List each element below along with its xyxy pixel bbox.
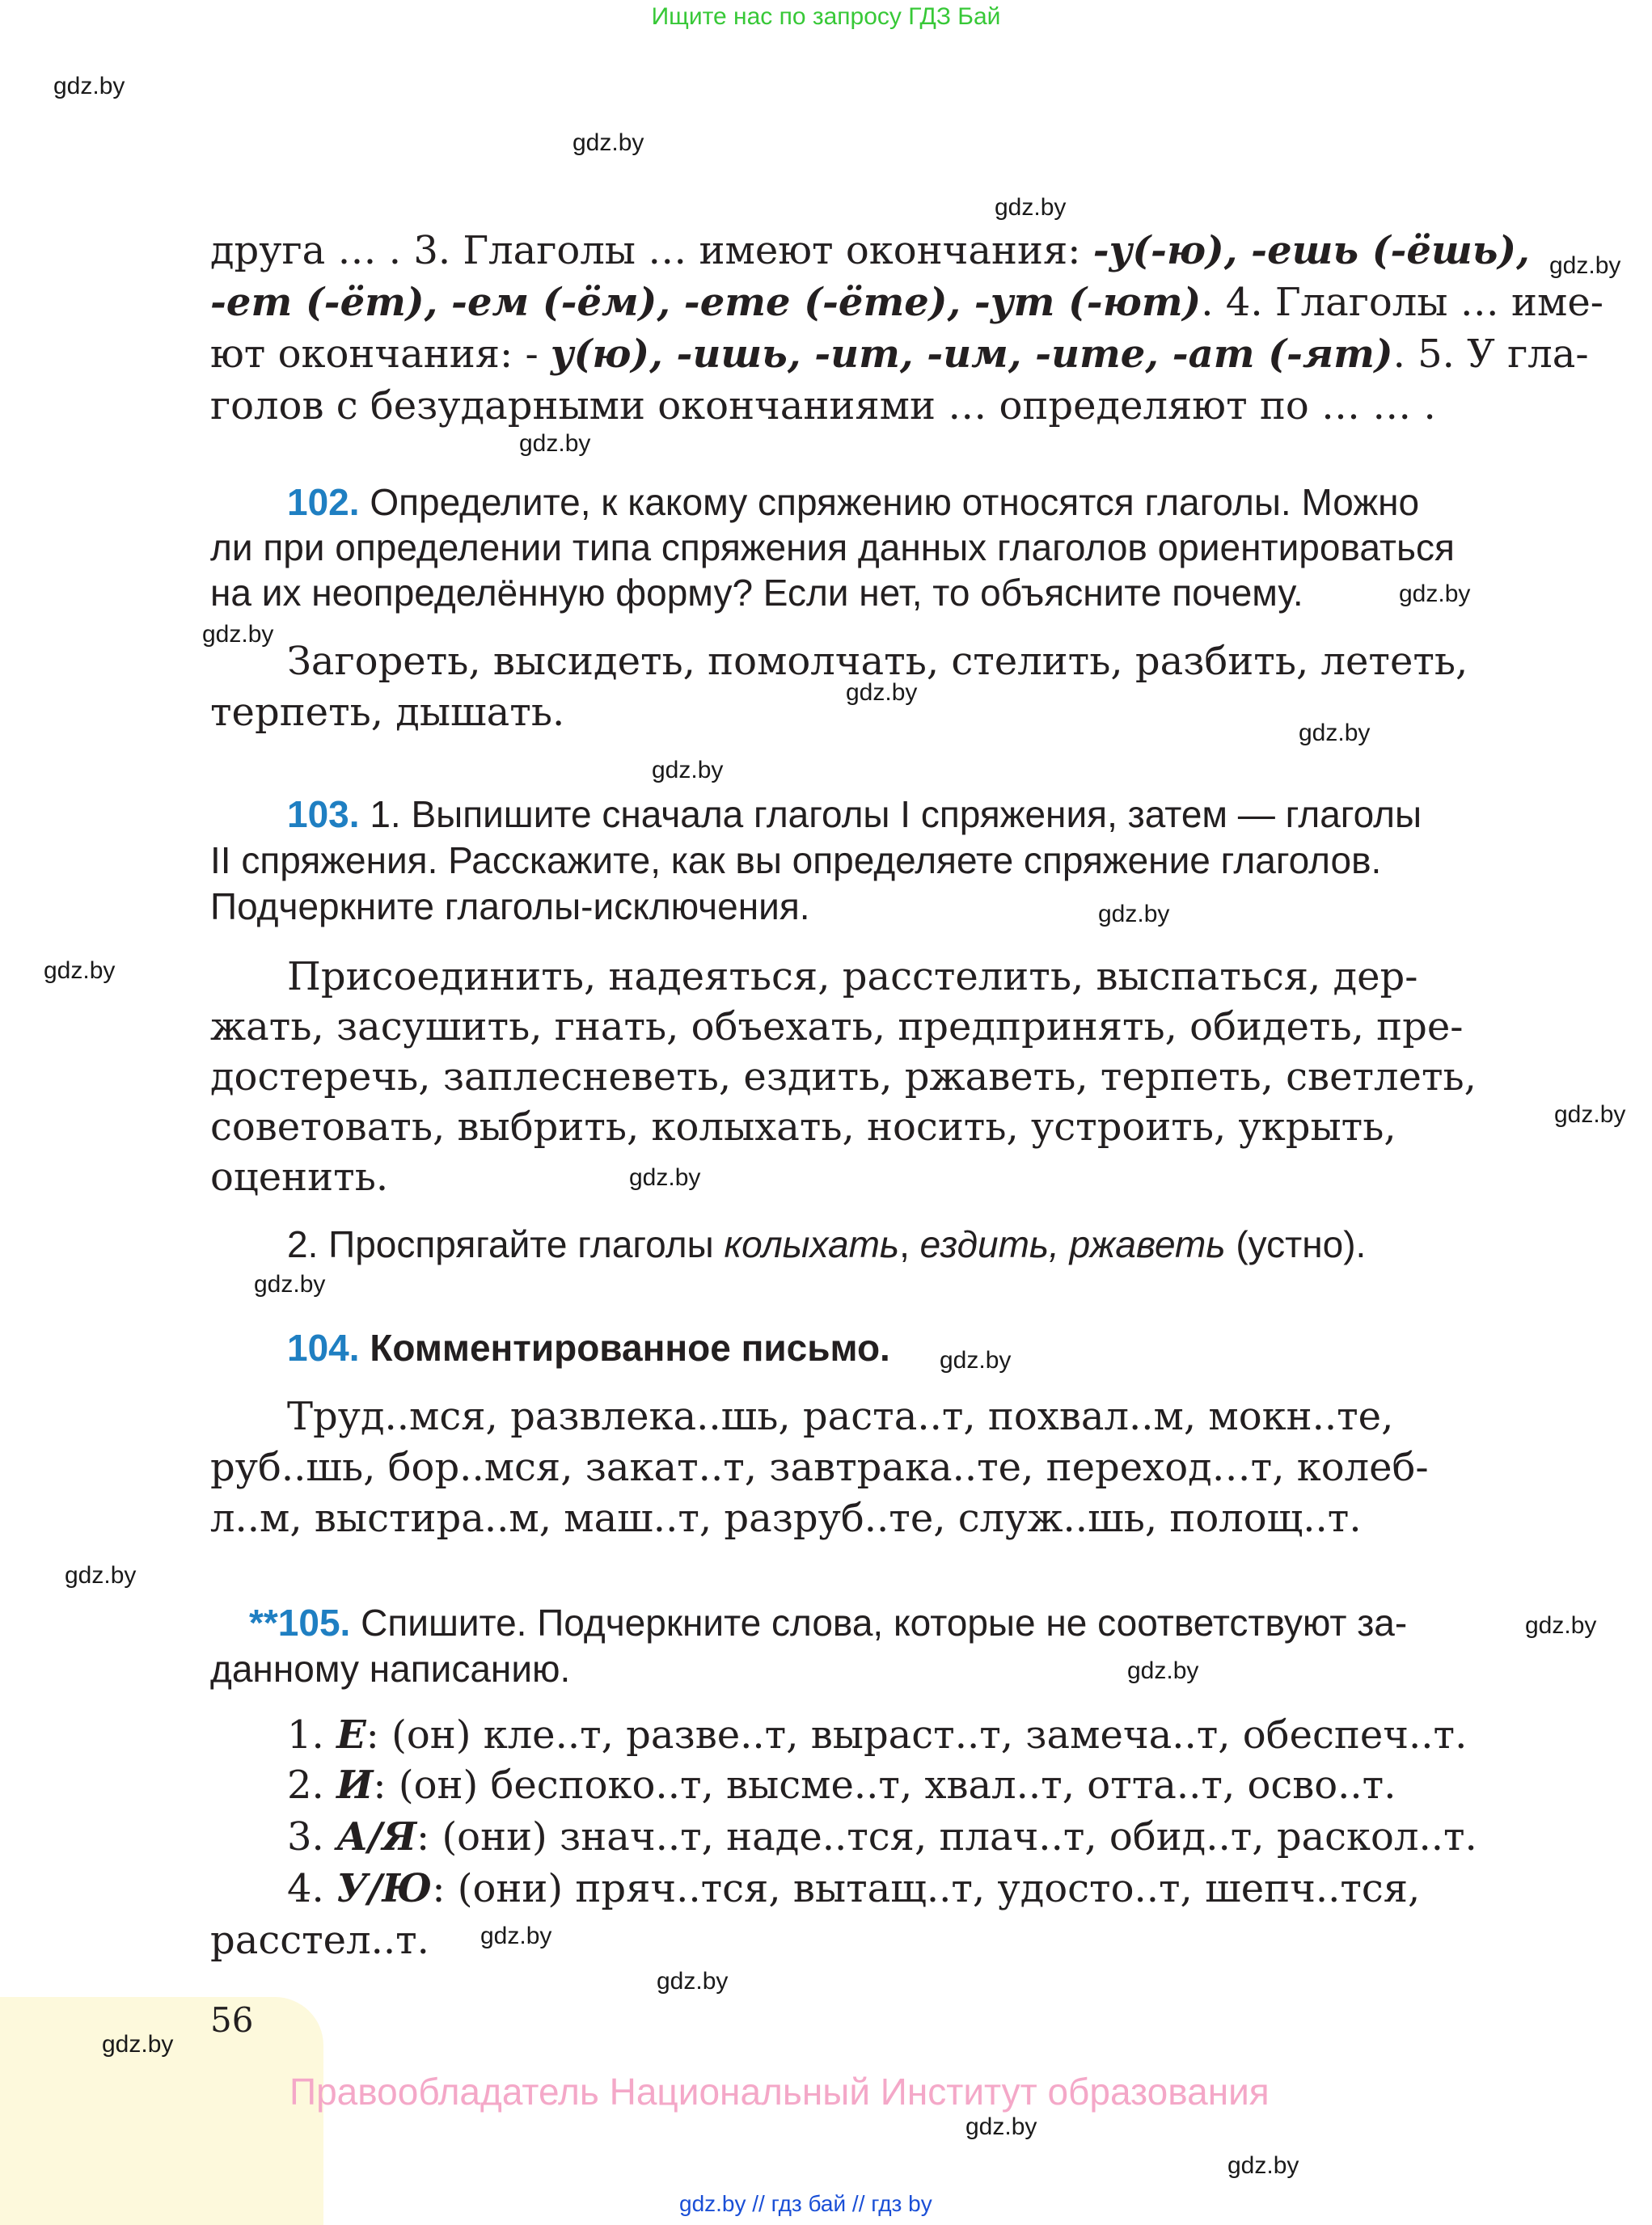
- ex104-heading: [287, 1326, 890, 1370]
- text: Определите, к какому спряжению относятся глаголы. Можно: [370, 481, 1420, 523]
- text: ют окончания: -: [210, 331, 551, 377]
- top-banner: Ищите нас по запросу ГДЗ Бай: [651, 3, 1001, 30]
- watermark: gdz.by: [1549, 252, 1621, 279]
- ex102-line-1: [287, 480, 1419, 524]
- watermark: gdz.by: [1399, 581, 1471, 607]
- ex105-row-4: [287, 1866, 1420, 1911]
- text: ,: [899, 1223, 920, 1265]
- watermark: gdz.by: [1554, 1101, 1626, 1128]
- ex105-row-3: [287, 1814, 1477, 1860]
- exercise-title: Комментированное письмо.: [370, 1327, 890, 1369]
- watermark: gdz.by: [846, 679, 918, 706]
- watermark: gdz.by: [1127, 1657, 1199, 1684]
- ex103-words-3: достеречь, заплесневеть, ездить, ржаветь, терпеть, светлеть,: [210, 1054, 1477, 1100]
- watermark: gdz.by: [995, 194, 1067, 221]
- ex103-task-2: [287, 1222, 1366, 1266]
- exercise-number: **105.: [249, 1602, 351, 1644]
- ex102-line-2: ли при определении типа спряжения данных глаголов ориентироваться: [210, 526, 1455, 568]
- row-number: 4.: [287, 1866, 337, 1911]
- watermark: gdz.by: [1299, 720, 1371, 746]
- ex104-words-1: Труд..мся, развлека..шь, раста..т, похвал..м, мокн..те,: [287, 1394, 1394, 1439]
- ex104-words-3: л..м, выстира..м, маш..т, разруб..те, служ..шь, полощ..т.: [210, 1496, 1362, 1541]
- text: . 4. Глаголы … име-: [1201, 280, 1603, 325]
- row-text: : (он) кле..т, разве..т, выраст..т, замеча..т, обеспеч..т.: [365, 1712, 1468, 1758]
- ex102-words-2: терпеть, дышать.: [210, 690, 565, 735]
- footer-links[interactable]: gdz.by // гдз бай // гдз by: [679, 2191, 932, 2216]
- row-key: И: [336, 1763, 374, 1808]
- ex104-words-2: руб..шь, бор..мся, закат..т, завтрака..те, переход…т, колеб-: [210, 1445, 1429, 1490]
- prev-line-3: [210, 331, 1589, 377]
- prev-line-4: голов с безударными окончаниями … определяют по … … .: [210, 383, 1436, 429]
- prev-line-2: [210, 280, 1603, 325]
- watermark: gdz.by: [1227, 2152, 1299, 2179]
- row-number: 2.: [287, 1763, 337, 1808]
- row-text: : (они) знач..т, наде..тся, плач..т, обид..т, раскол..т.: [416, 1814, 1477, 1860]
- rights-holder: Правообладатель Национальный Институт образования: [289, 2071, 1270, 2113]
- endings: -ет (-ёт), -ем (-ём), -ете (-ёте), -ут (-ют): [210, 280, 1202, 325]
- exercise-number: 102.: [287, 481, 360, 523]
- row-key: А/Я: [336, 1814, 417, 1860]
- watermark: gdz.by: [254, 1271, 326, 1298]
- ex105-line-2: данному написанию.: [210, 1648, 571, 1690]
- text: . 5. У гла-: [1392, 331, 1589, 377]
- watermark: gdz.by: [1525, 1612, 1597, 1639]
- watermark: gdz.by: [44, 957, 116, 984]
- italic-word: колыхать: [724, 1223, 900, 1265]
- watermark: gdz.by: [202, 621, 274, 648]
- ex103-line-3: Подчеркните глаголы-исключения.: [210, 885, 810, 927]
- endings: у(ю), -ишь, -ит, -им, -ите, -ат (-ят): [550, 331, 1393, 377]
- row-text: : (они) пряч..тся, вытащ..т, удосто..т, шепч..тся,: [432, 1866, 1421, 1911]
- prev-line-1: [210, 228, 1530, 273]
- exercise-number: 104.: [287, 1327, 360, 1369]
- text: 1. Выпишите сначала глаголы I спряжения, затем — глаголы: [370, 793, 1422, 835]
- endings: -у(-ю), -ешь (-ёшь),: [1092, 228, 1530, 273]
- row-key: Е: [336, 1712, 366, 1758]
- watermark: gdz.by: [102, 2031, 174, 2058]
- row-number: 1.: [287, 1712, 337, 1758]
- watermark: gdz.by: [1098, 901, 1170, 927]
- ex103-words-5: оценить.: [210, 1155, 389, 1200]
- text: 2. Проспрягайте глаголы: [287, 1223, 725, 1265]
- text: друга … . 3. Глаголы … имеют окончания:: [210, 228, 1093, 273]
- watermark: gdz.by: [572, 129, 644, 156]
- text: (устно).: [1225, 1223, 1367, 1265]
- ex105-line-1: [249, 1601, 1407, 1644]
- ex103-words-1: Присоединить, надеяться, расстелить, выспаться, дер-: [287, 954, 1418, 999]
- ex103-words-2: жать, засушить, гнать, объехать, предпринять, обидеть, пре-: [210, 1004, 1464, 1049]
- watermark: gdz.by: [65, 1562, 137, 1589]
- ex103-words-4: советовать, выбрить, колыхать, носить, устроить, укрыть,: [210, 1104, 1396, 1150]
- row-text: : (он) беспоко..т, высме..т, хвал..т, отта..т, осво..т.: [373, 1763, 1396, 1808]
- watermark: gdz.by: [965, 2113, 1037, 2140]
- page-number: 56: [210, 2000, 254, 2040]
- watermark: gdz.by: [519, 430, 591, 457]
- text: Спишите. Подчеркните слова, которые не соответствуют за-: [361, 1602, 1408, 1644]
- watermark: gdz.by: [480, 1923, 552, 1949]
- exercise-number: 103.: [287, 793, 360, 835]
- watermark: gdz.by: [940, 1347, 1012, 1374]
- ex103-line-1: [287, 792, 1422, 836]
- ex105-row-1: [287, 1712, 1467, 1758]
- watermark: gdz.by: [629, 1164, 701, 1191]
- row-number: 3.: [287, 1814, 337, 1860]
- ex102-words-1: Загореть, высидеть, помолчать, стелить, разбить, лететь,: [287, 639, 1468, 684]
- italic-word: ездить, ржаветь: [919, 1223, 1226, 1265]
- ex105-row-2: [287, 1763, 1396, 1808]
- watermark: gdz.by: [53, 73, 125, 99]
- ex105-row-5: расстел..т.: [210, 1918, 429, 1963]
- ex102-line-3: на их неопределённую форму? Если нет, то объясните почему.: [210, 572, 1303, 614]
- watermark: gdz.by: [657, 1968, 729, 1995]
- watermark: gdz.by: [652, 757, 724, 783]
- ex103-line-2: II спряжения. Расскажите, как вы определяете спряжение глаголов.: [210, 839, 1382, 881]
- row-key: У/Ю: [336, 1866, 433, 1911]
